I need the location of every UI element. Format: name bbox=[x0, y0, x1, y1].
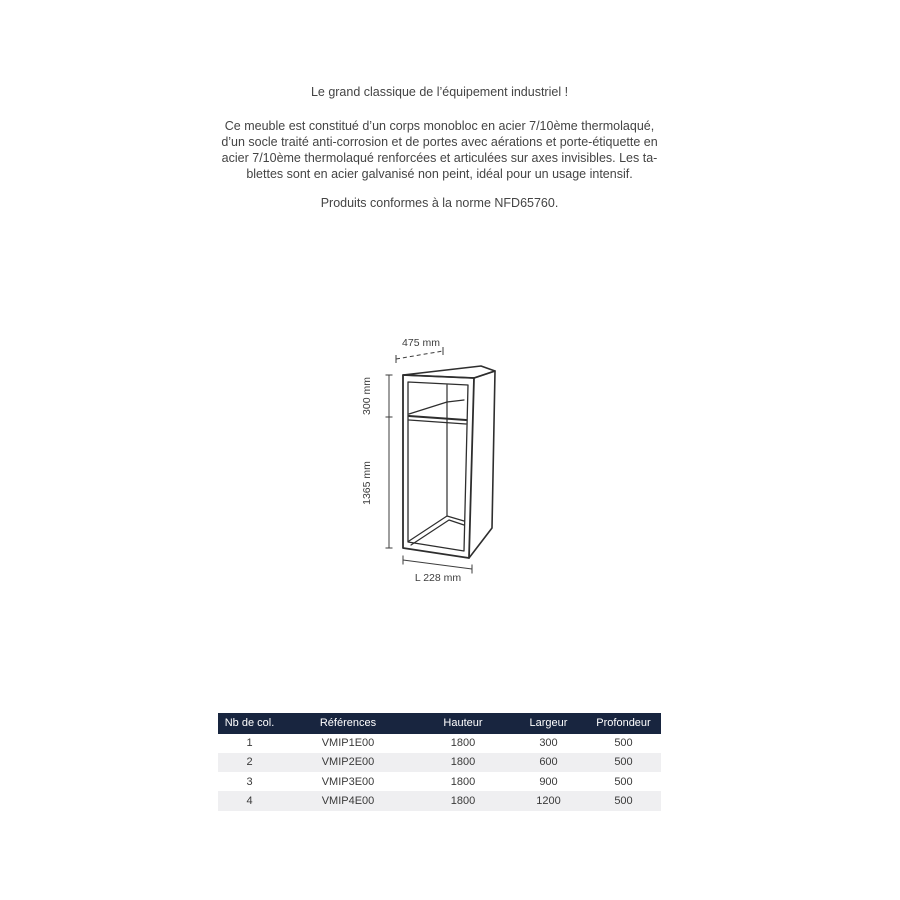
table-row bbox=[218, 791, 661, 810]
cell-profondeur: 500 bbox=[614, 775, 633, 788]
cell-profondeur: 500 bbox=[614, 737, 633, 750]
compliance-note: Produits conformes à la norme NFD65760. bbox=[320, 196, 559, 210]
cell-reference: VMIP4E00 bbox=[321, 795, 375, 808]
page-title: Le grand classique de l’équipement industriel ! bbox=[310, 85, 569, 99]
description-line: Ce meuble est constitué d’un corps monobloc en acier 7/10ème thermolaqué, bbox=[224, 119, 655, 133]
cell-nb-col: 1 bbox=[246, 737, 253, 750]
cell-reference: VMIP3E00 bbox=[321, 775, 375, 788]
cabinet-outline bbox=[403, 366, 495, 558]
product-description bbox=[218, 118, 661, 182]
table-row bbox=[218, 734, 661, 753]
dim-label-bottom-width: L 228 mm bbox=[414, 572, 462, 584]
cell-largeur: 900 bbox=[539, 775, 558, 788]
dimension-diagram bbox=[340, 330, 560, 590]
cell-profondeur: 500 bbox=[614, 756, 633, 769]
dim-label-upper-height: 300 mm bbox=[361, 377, 373, 415]
cell-reference: VMIP2E00 bbox=[321, 756, 375, 769]
table-row bbox=[218, 772, 661, 791]
cell-nb-col: 2 bbox=[246, 756, 253, 769]
cell-profondeur: 500 bbox=[614, 795, 633, 808]
cell-largeur: 300 bbox=[539, 737, 558, 750]
cell-hauteur: 1800 bbox=[450, 737, 476, 750]
column-header: Nb de col. bbox=[224, 717, 275, 730]
cell-largeur: 1200 bbox=[536, 795, 561, 808]
table-header-row bbox=[218, 713, 661, 734]
column-header: Largeur bbox=[529, 717, 568, 730]
dim-label-lower-height: 1365 mm bbox=[361, 461, 373, 505]
description-line: acier 7/10ème thermolaqué renforcées et articulées sur axes invisibles. Les ta- bbox=[221, 151, 658, 165]
cell-largeur: 600 bbox=[539, 756, 558, 769]
cell-nb-col: 3 bbox=[246, 775, 253, 788]
column-header: Références bbox=[319, 717, 377, 730]
dim-label-top-width: 475 mm bbox=[402, 337, 440, 349]
cell-hauteur: 1800 bbox=[450, 756, 476, 769]
table-row bbox=[218, 753, 661, 772]
product-table bbox=[218, 713, 661, 811]
cell-reference: VMIP1E00 bbox=[321, 737, 375, 750]
description-line: d’un socle traité anti-corrosion et de portes avec aérations et porte-étiquette en bbox=[221, 135, 658, 149]
cabinet-wireframe bbox=[340, 330, 560, 590]
cell-hauteur: 1800 bbox=[450, 795, 476, 808]
column-header: Hauteur bbox=[443, 717, 483, 730]
cell-hauteur: 1800 bbox=[450, 775, 476, 788]
dimension-lines bbox=[386, 347, 473, 574]
column-header: Profondeur bbox=[596, 717, 651, 730]
description-line: blettes sont en acier galvanisé non peint, idéal pour un usage intensif. bbox=[246, 167, 633, 181]
cell-nb-col: 4 bbox=[246, 795, 253, 808]
